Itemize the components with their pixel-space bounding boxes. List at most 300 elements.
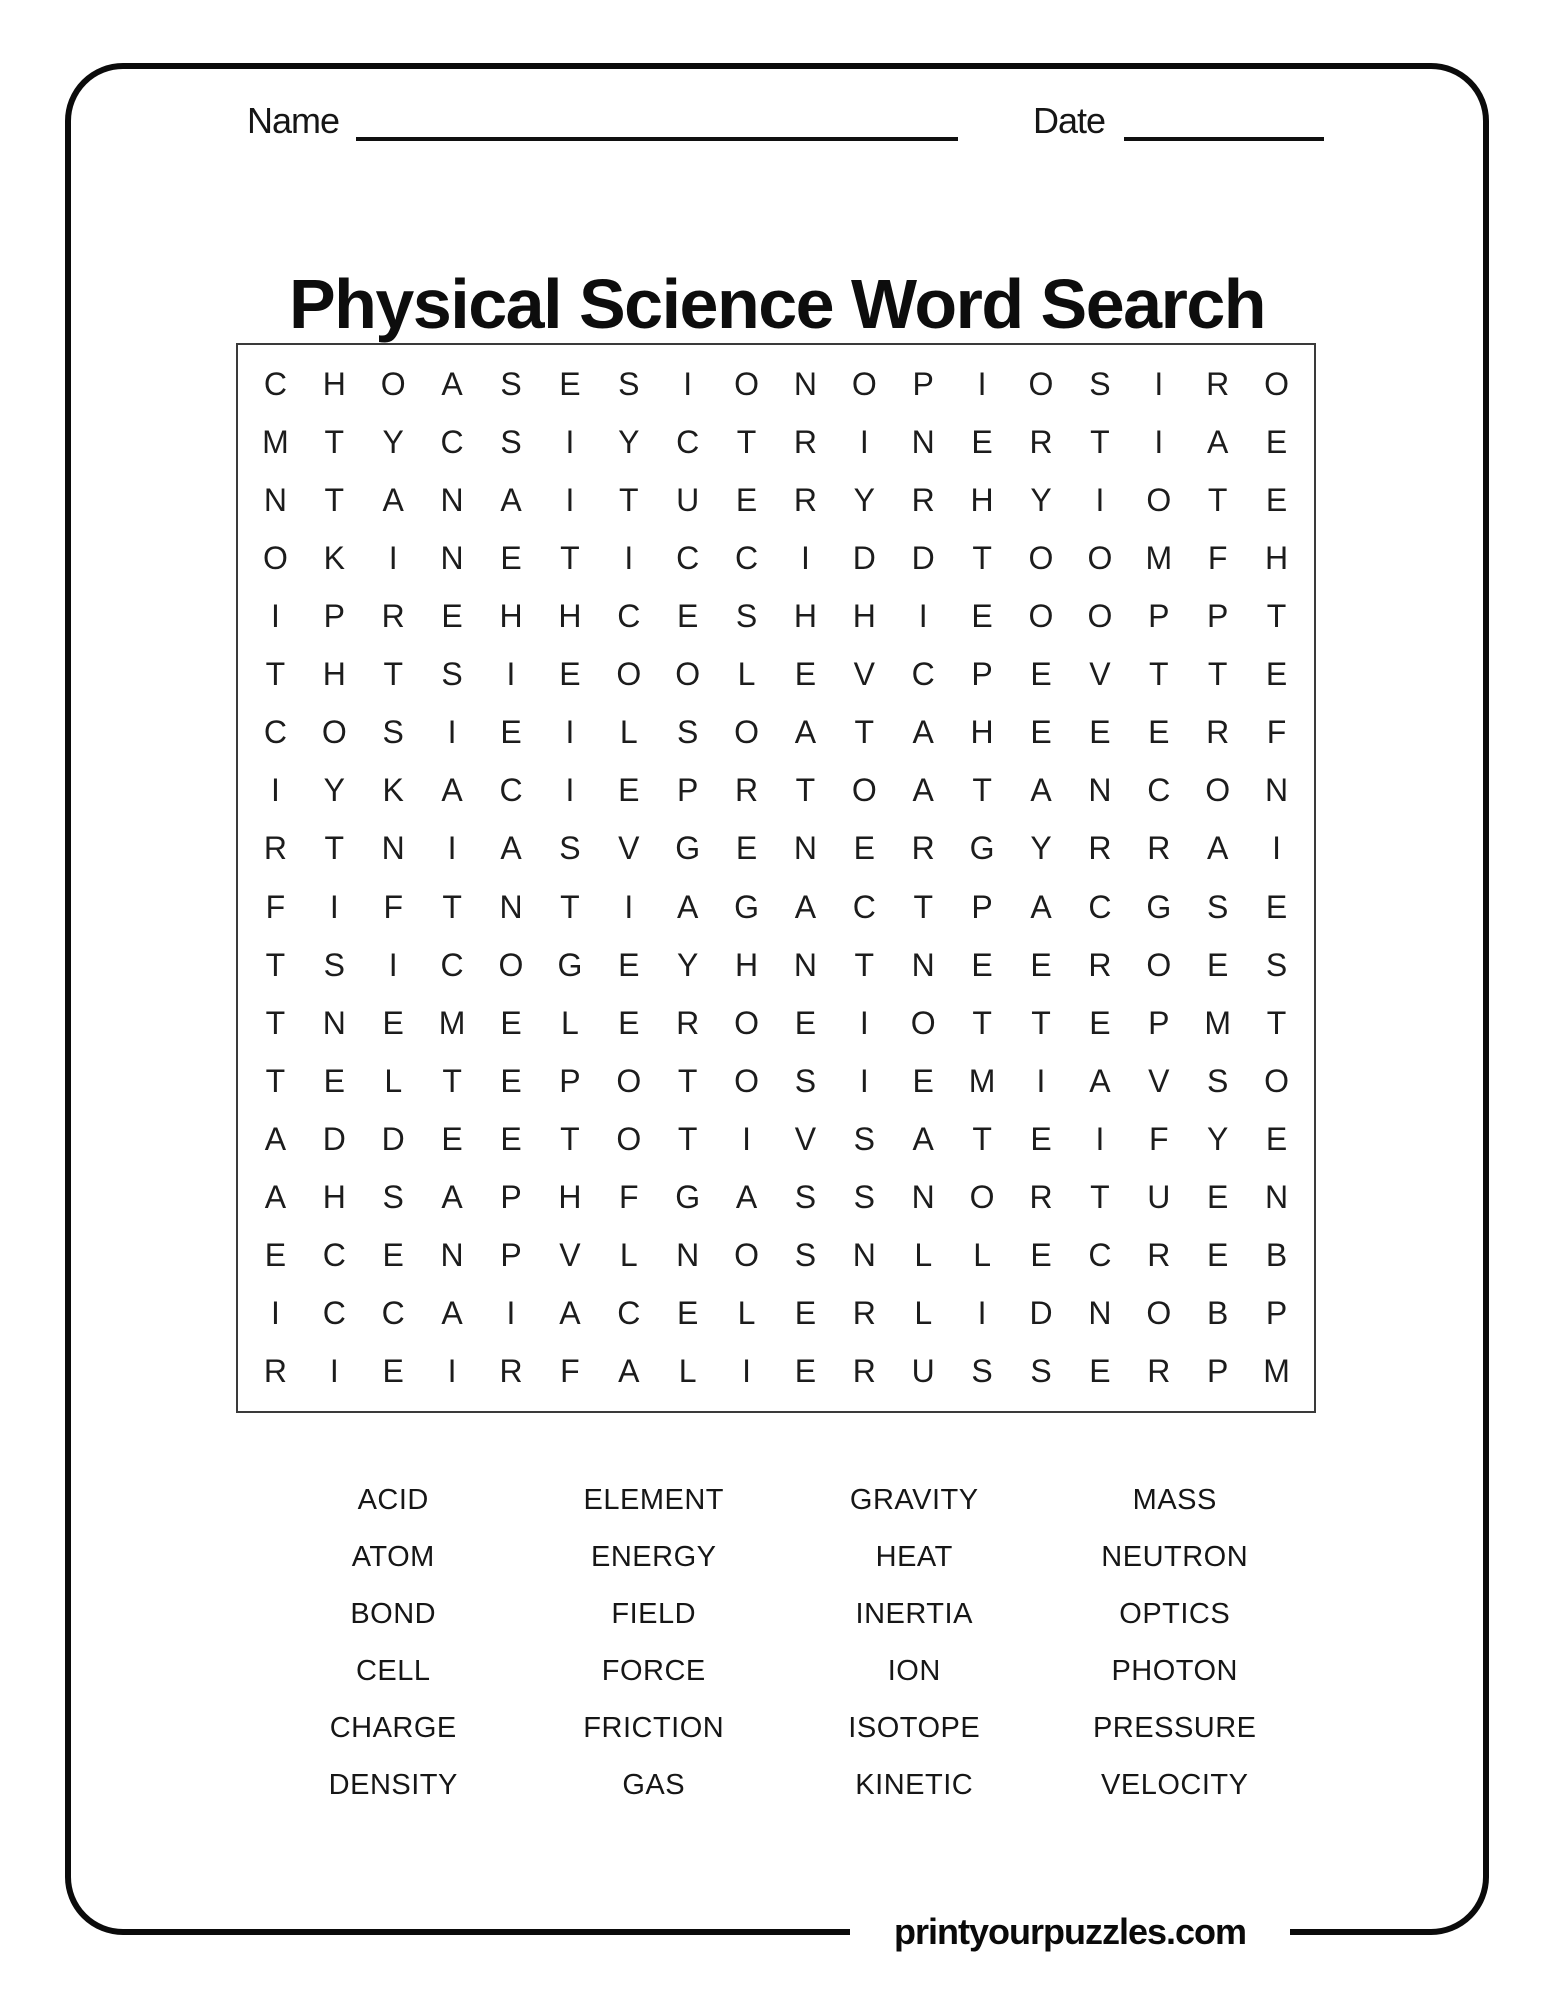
grid-letter: E bbox=[500, 539, 522, 576]
grid-letter: E bbox=[1030, 946, 1052, 983]
grid-letter: I bbox=[1154, 423, 1164, 460]
grid-letter: N bbox=[676, 1237, 700, 1274]
grid-letter: S bbox=[500, 423, 522, 460]
grid-letter: S bbox=[1206, 888, 1229, 925]
grid-letter: R bbox=[263, 1353, 287, 1390]
grid-letter: R bbox=[1206, 365, 1230, 402]
grid-letter: E bbox=[618, 1004, 640, 1041]
grid-letter: T bbox=[1266, 597, 1287, 634]
word-item: NEUTRON bbox=[1101, 1541, 1249, 1573]
grid-letter: I bbox=[388, 539, 398, 576]
grid-letter: H bbox=[970, 714, 994, 751]
word-item: PHOTON bbox=[1111, 1655, 1239, 1687]
grid-letter: L bbox=[914, 1237, 933, 1274]
word-item: HEAT bbox=[875, 1541, 953, 1573]
grid-letter: N bbox=[1088, 1295, 1112, 1332]
grid-letter: E bbox=[441, 597, 463, 634]
grid-letter: O bbox=[675, 656, 701, 693]
grid-letter: R bbox=[1088, 946, 1112, 983]
grid-letter: Y bbox=[1030, 830, 1052, 867]
grid-letter: I bbox=[447, 830, 457, 867]
grid-letter: O bbox=[262, 539, 288, 576]
grid-letter: T bbox=[1149, 656, 1169, 693]
grid-letter: E bbox=[559, 365, 581, 402]
grid-letter: T bbox=[265, 656, 286, 693]
grid-letter: R bbox=[381, 597, 405, 634]
name-label: Name bbox=[247, 100, 340, 141]
grid-letter: C bbox=[499, 772, 523, 809]
grid-letter: A bbox=[676, 888, 699, 925]
grid-letter: C bbox=[263, 714, 287, 751]
grid-letter: T bbox=[1090, 423, 1110, 460]
grid-letter: A bbox=[500, 830, 522, 867]
grid-letter: V bbox=[1089, 656, 1111, 693]
grid-letter: H bbox=[852, 597, 876, 634]
grid-letter: N bbox=[440, 539, 464, 576]
grid-letter: A bbox=[264, 1120, 287, 1157]
grid-letter: T bbox=[619, 481, 639, 518]
grid-letter: P bbox=[1206, 1353, 1229, 1390]
grid-letter: N bbox=[793, 365, 817, 402]
word-item: MASS bbox=[1132, 1484, 1217, 1516]
grid-letter: S bbox=[1206, 1062, 1229, 1099]
grid-letter: H bbox=[970, 481, 994, 518]
grid-letter: T bbox=[1090, 1179, 1110, 1216]
grid-letter: L bbox=[560, 1004, 579, 1041]
grid-letter: O bbox=[1146, 481, 1172, 518]
grid-letter: N bbox=[263, 481, 287, 518]
grid-letter: S bbox=[794, 1179, 817, 1216]
grid-letter: O bbox=[616, 1062, 642, 1099]
grid-letter: C bbox=[322, 1295, 346, 1332]
word-item: CHARGE bbox=[329, 1712, 457, 1744]
grid-letter: R bbox=[793, 423, 817, 460]
grid-letter: V bbox=[559, 1237, 581, 1274]
grid-letter: T bbox=[324, 481, 345, 518]
word-item: BOND bbox=[350, 1598, 437, 1630]
grid-letter: F bbox=[1207, 539, 1228, 576]
grid-letter: R bbox=[852, 1295, 876, 1332]
grid-letter: A bbox=[559, 1295, 581, 1332]
grid-letter: S bbox=[676, 714, 699, 751]
grid-letter: E bbox=[500, 1120, 522, 1157]
grid-letter: E bbox=[971, 423, 993, 460]
grid-letter: O bbox=[734, 1062, 759, 1099]
grid-letter: I bbox=[270, 1295, 280, 1332]
grid-letter: P bbox=[559, 1062, 581, 1099]
footer-site-url: printyourpuzzles.com bbox=[850, 1907, 1290, 1957]
grid-letter: C bbox=[676, 539, 700, 576]
grid-letter: O bbox=[1146, 946, 1172, 983]
grid-letter: R bbox=[263, 830, 287, 867]
grid-letter: P bbox=[500, 1237, 522, 1274]
grid-letter: T bbox=[854, 946, 875, 983]
grid-letter: E bbox=[912, 1062, 934, 1099]
grid-letter: R bbox=[1029, 423, 1053, 460]
grid-letter: A bbox=[912, 714, 934, 751]
grid-letter: E bbox=[1089, 714, 1111, 751]
grid-letter: T bbox=[560, 1120, 580, 1157]
grid-letter: M bbox=[968, 1062, 996, 1099]
word-item: ACID bbox=[357, 1484, 429, 1516]
grid-letter: O bbox=[1146, 1295, 1172, 1332]
grid-letter: T bbox=[265, 1004, 286, 1041]
grid-letter: I bbox=[977, 365, 987, 402]
grid-letter: I bbox=[506, 1295, 516, 1332]
grid-letter: C bbox=[617, 597, 641, 634]
grid-letter: I bbox=[624, 888, 634, 925]
grid-letter: T bbox=[677, 1062, 698, 1099]
word-list bbox=[263, 1472, 1305, 1814]
grid-letter: S bbox=[559, 830, 581, 867]
grid-letter: A bbox=[382, 481, 404, 518]
grid-letter: A bbox=[618, 1353, 640, 1390]
word-search-grid-box bbox=[236, 343, 1316, 1413]
grid-letter: E bbox=[1265, 481, 1288, 518]
grid-letter: F bbox=[560, 1353, 580, 1390]
grid-letter: E bbox=[1089, 1004, 1111, 1041]
grid-letter: S bbox=[1030, 1353, 1052, 1390]
grid-letter: I bbox=[800, 539, 810, 576]
grid-letter: E bbox=[676, 1295, 699, 1332]
grid-letter: Y bbox=[1206, 1120, 1229, 1157]
grid-letter: P bbox=[676, 772, 699, 809]
grid-letter: H bbox=[1265, 539, 1289, 576]
date-blank-line bbox=[1124, 137, 1324, 141]
grid-letter: E bbox=[1148, 714, 1170, 751]
grid-letter: D bbox=[322, 1120, 346, 1157]
grid-letter: O bbox=[734, 1237, 759, 1274]
grid-letter: F bbox=[265, 888, 286, 925]
letter-grid bbox=[246, 355, 1306, 1401]
grid-letter: R bbox=[1147, 1353, 1171, 1390]
grid-letter: S bbox=[323, 946, 345, 983]
word-item: PRESSURE bbox=[1092, 1712, 1257, 1744]
word-item: CELL bbox=[355, 1655, 431, 1687]
grid-letter: R bbox=[852, 1353, 876, 1390]
grid-letter: E bbox=[382, 1353, 404, 1390]
grid-letter: C bbox=[322, 1237, 346, 1274]
grid-letter: A bbox=[500, 481, 522, 518]
grid-letter: V bbox=[794, 1120, 817, 1157]
grid-letter: I bbox=[565, 423, 575, 460]
grid-letter: B bbox=[1265, 1237, 1288, 1274]
grid-letter: I bbox=[447, 714, 457, 751]
word-item: ISOTOPE bbox=[848, 1712, 981, 1744]
grid-letter: E bbox=[971, 946, 993, 983]
grid-letter: C bbox=[1088, 888, 1112, 925]
grid-letter: N bbox=[911, 946, 935, 983]
grid-letter: Y bbox=[618, 423, 640, 460]
grid-letter: R bbox=[1088, 830, 1112, 867]
grid-letter: I bbox=[977, 1295, 987, 1332]
grid-letter: C bbox=[1088, 1237, 1112, 1274]
grid-letter: T bbox=[324, 830, 345, 867]
word-item: FIELD bbox=[611, 1598, 697, 1630]
grid-letter: I bbox=[742, 1353, 751, 1390]
grid-letter: I bbox=[565, 772, 575, 809]
grid-letter: L bbox=[737, 656, 756, 693]
grid-letter: T bbox=[1266, 1004, 1287, 1041]
grid-letter: O bbox=[851, 772, 877, 809]
grid-letter: Y bbox=[676, 946, 699, 983]
grid-letter: S bbox=[441, 656, 463, 693]
grid-letter: T bbox=[442, 1062, 462, 1099]
grid-letter: N bbox=[1088, 772, 1112, 809]
grid-letter: F bbox=[1266, 714, 1287, 751]
grid-letter: E bbox=[559, 656, 581, 693]
grid-letter: G bbox=[557, 946, 583, 983]
grid-letter: N bbox=[852, 1237, 876, 1274]
grid-letter: T bbox=[1207, 656, 1228, 693]
grid-letter: P bbox=[971, 888, 993, 925]
grid-letter: T bbox=[972, 772, 992, 809]
grid-letter: I bbox=[329, 888, 339, 925]
grid-letter: T bbox=[1207, 481, 1228, 518]
grid-letter: S bbox=[735, 597, 758, 634]
grid-letter: H bbox=[735, 946, 759, 983]
grid-letter: P bbox=[323, 597, 345, 634]
grid-letter: I bbox=[565, 714, 575, 751]
grid-letter: A bbox=[441, 1295, 463, 1332]
grid-letter: R bbox=[1147, 1237, 1171, 1274]
grid-letter: E bbox=[500, 714, 522, 751]
grid-letter: T bbox=[736, 423, 757, 460]
grid-letter: T bbox=[854, 714, 875, 751]
grid-letter: O bbox=[969, 1179, 995, 1216]
grid-letter: H bbox=[322, 365, 346, 402]
grid-letter: E bbox=[853, 830, 875, 867]
grid-letter: E bbox=[794, 656, 817, 693]
grid-letter: T bbox=[383, 656, 403, 693]
grid-letter: E bbox=[1265, 1120, 1288, 1157]
grid-letter: E bbox=[1206, 946, 1229, 983]
grid-letter: I bbox=[859, 1062, 869, 1099]
word-item: DENSITY bbox=[328, 1769, 458, 1801]
grid-letter: N bbox=[793, 830, 817, 867]
grid-letter: S bbox=[794, 1062, 817, 1099]
grid-letter: R bbox=[735, 772, 759, 809]
grid-letter: T bbox=[442, 888, 462, 925]
grid-letter: O bbox=[1087, 597, 1113, 634]
grid-letter: E bbox=[735, 830, 758, 867]
grid-letter: A bbox=[912, 772, 934, 809]
grid-letter: O bbox=[616, 1120, 642, 1157]
grid-letter: C bbox=[440, 423, 464, 460]
grid-letter: O bbox=[1264, 365, 1289, 402]
grid-letter: Y bbox=[1030, 481, 1052, 518]
grid-letter: M bbox=[1263, 1353, 1290, 1390]
grid-letter: P bbox=[1148, 1004, 1170, 1041]
grid-letter: R bbox=[793, 481, 817, 518]
grid-letter: I bbox=[447, 1353, 457, 1390]
grid-letter: D bbox=[381, 1120, 405, 1157]
grid-letter: N bbox=[499, 888, 523, 925]
grid-letter: N bbox=[381, 830, 405, 867]
grid-letter: S bbox=[500, 365, 522, 402]
grid-letter: H bbox=[558, 1179, 582, 1216]
grid-letter: I bbox=[1154, 365, 1164, 402]
grid-letter: O bbox=[734, 714, 759, 751]
grid-letter: T bbox=[677, 1120, 698, 1157]
word-item: GAS bbox=[622, 1769, 686, 1801]
grid-letter: T bbox=[560, 539, 580, 576]
grid-letter: O bbox=[1028, 539, 1054, 576]
grid-letter: I bbox=[859, 423, 869, 460]
word-item: VELOCITY bbox=[1101, 1769, 1249, 1801]
grid-letter: T bbox=[324, 423, 345, 460]
grid-letter: U bbox=[1147, 1179, 1171, 1216]
grid-letter: O bbox=[1264, 1062, 1289, 1099]
grid-letter: C bbox=[911, 656, 935, 693]
grid-letter: T bbox=[972, 1120, 992, 1157]
grid-letter: O bbox=[380, 365, 406, 402]
grid-letter: S bbox=[382, 1179, 404, 1216]
grid-letter: T bbox=[1031, 1004, 1051, 1041]
grid-letter: O bbox=[734, 1004, 759, 1041]
grid-letter: A bbox=[441, 772, 463, 809]
grid-letter: I bbox=[859, 1004, 869, 1041]
grid-letter: E bbox=[1030, 656, 1052, 693]
grid-letter: I bbox=[506, 656, 516, 693]
grid-letter: I bbox=[1095, 1120, 1105, 1157]
grid-letter: I bbox=[270, 597, 280, 634]
word-item: FORCE bbox=[601, 1655, 706, 1687]
grid-letter: H bbox=[793, 597, 817, 634]
grid-letter: Y bbox=[323, 772, 345, 809]
grid-letter: K bbox=[382, 772, 404, 809]
grid-letter: O bbox=[616, 656, 642, 693]
grid-letter: V bbox=[1148, 1062, 1170, 1099]
grid-letter: H bbox=[499, 597, 523, 634]
grid-letter: S bbox=[618, 365, 640, 402]
grid-letter: L bbox=[678, 1353, 697, 1390]
grid-letter: E bbox=[618, 946, 640, 983]
grid-letter: I bbox=[1036, 1062, 1046, 1099]
grid-letter: T bbox=[972, 1004, 992, 1041]
grid-letter: S bbox=[853, 1179, 875, 1216]
grid-letter: C bbox=[381, 1295, 405, 1332]
grid-letter: E bbox=[794, 1353, 817, 1390]
grid-letter: O bbox=[910, 1004, 936, 1041]
grid-letter: E bbox=[1265, 423, 1288, 460]
grid-letter: T bbox=[560, 888, 580, 925]
grid-letter: U bbox=[676, 481, 700, 518]
grid-letter: N bbox=[440, 481, 464, 518]
word-item: OPTICS bbox=[1119, 1598, 1231, 1630]
grid-letter: V bbox=[853, 656, 875, 693]
grid-letter: E bbox=[382, 1004, 404, 1041]
grid-letter: S bbox=[382, 714, 404, 751]
grid-letter: E bbox=[1206, 1179, 1229, 1216]
grid-letter: C bbox=[263, 365, 287, 402]
grid-letter: P bbox=[1265, 1295, 1288, 1332]
grid-letter: D bbox=[1029, 1295, 1053, 1332]
grid-letter: G bbox=[675, 830, 701, 867]
grid-letter: T bbox=[265, 1062, 286, 1099]
grid-letter: P bbox=[500, 1179, 522, 1216]
grid-letter: P bbox=[1148, 597, 1170, 634]
grid-letter: R bbox=[499, 1353, 523, 1390]
grid-letter: L bbox=[973, 1237, 991, 1274]
grid-letter: D bbox=[852, 539, 876, 576]
grid-letter: N bbox=[440, 1237, 464, 1274]
grid-letter: E bbox=[1030, 1120, 1052, 1157]
grid-letter: E bbox=[794, 1004, 817, 1041]
word-item: ATOM bbox=[351, 1541, 435, 1573]
grid-letter: V bbox=[618, 830, 640, 867]
grid-letter: E bbox=[1206, 1237, 1229, 1274]
grid-letter: S bbox=[794, 1237, 817, 1274]
grid-letter: L bbox=[914, 1295, 933, 1332]
grid-letter: E bbox=[794, 1295, 817, 1332]
grid-letter: G bbox=[1146, 888, 1172, 925]
grid-letter: O bbox=[851, 365, 877, 402]
date-label: Date bbox=[1033, 100, 1106, 141]
grid-letter: I bbox=[1095, 481, 1105, 518]
grid-letter: N bbox=[1265, 772, 1289, 809]
grid-letter: I bbox=[270, 772, 280, 809]
grid-letter: P bbox=[1206, 597, 1229, 634]
grid-letter: K bbox=[323, 539, 345, 576]
grid-letter: I bbox=[624, 539, 634, 576]
grid-letter: F bbox=[1149, 1120, 1169, 1157]
grid-letter: G bbox=[675, 1179, 701, 1216]
grid-letter: A bbox=[912, 1120, 934, 1157]
grid-letter: O bbox=[321, 714, 347, 751]
grid-letter: A bbox=[441, 1179, 463, 1216]
grid-letter: L bbox=[619, 714, 638, 751]
grid-letter: F bbox=[383, 888, 403, 925]
grid-letter: E bbox=[500, 1004, 522, 1041]
grid-letter: T bbox=[265, 946, 286, 983]
grid-letter: P bbox=[971, 656, 993, 693]
grid-letter: M bbox=[438, 1004, 466, 1041]
grid-letter: E bbox=[1030, 714, 1052, 751]
grid-letter: A bbox=[1089, 1062, 1111, 1099]
grid-letter: A bbox=[794, 714, 817, 751]
grid-letter: L bbox=[384, 1062, 403, 1099]
grid-letter: N bbox=[322, 1004, 346, 1041]
grid-letter: S bbox=[853, 1120, 875, 1157]
grid-letter: E bbox=[676, 597, 699, 634]
word-item: KINETIC bbox=[855, 1769, 974, 1801]
grid-letter: M bbox=[1145, 539, 1173, 576]
grid-letter: E bbox=[735, 481, 758, 518]
grid-letter: I bbox=[742, 1120, 751, 1157]
grid-letter: A bbox=[1030, 772, 1052, 809]
page-title: Physical Science Word Search bbox=[288, 264, 1266, 343]
grid-letter: H bbox=[322, 656, 346, 693]
grid-letter: H bbox=[322, 1179, 346, 1216]
grid-letter: A bbox=[1206, 423, 1229, 460]
grid-letter: C bbox=[676, 423, 700, 460]
grid-letter: O bbox=[1028, 597, 1054, 634]
grid-letter: D bbox=[911, 539, 935, 576]
grid-letter: R bbox=[911, 481, 935, 518]
word-item: ION bbox=[887, 1655, 941, 1687]
grid-letter: Y bbox=[853, 481, 875, 518]
grid-letter: O bbox=[1028, 365, 1054, 402]
grid-letter: E bbox=[500, 1062, 522, 1099]
grid-letter: O bbox=[1087, 539, 1113, 576]
grid-letter: O bbox=[498, 946, 524, 983]
grid-letter: E bbox=[971, 597, 993, 634]
grid-letter: O bbox=[1205, 772, 1231, 809]
word-item: INERTIA bbox=[855, 1598, 973, 1630]
grid-letter: R bbox=[1147, 830, 1171, 867]
grid-letter: B bbox=[1206, 1295, 1229, 1332]
